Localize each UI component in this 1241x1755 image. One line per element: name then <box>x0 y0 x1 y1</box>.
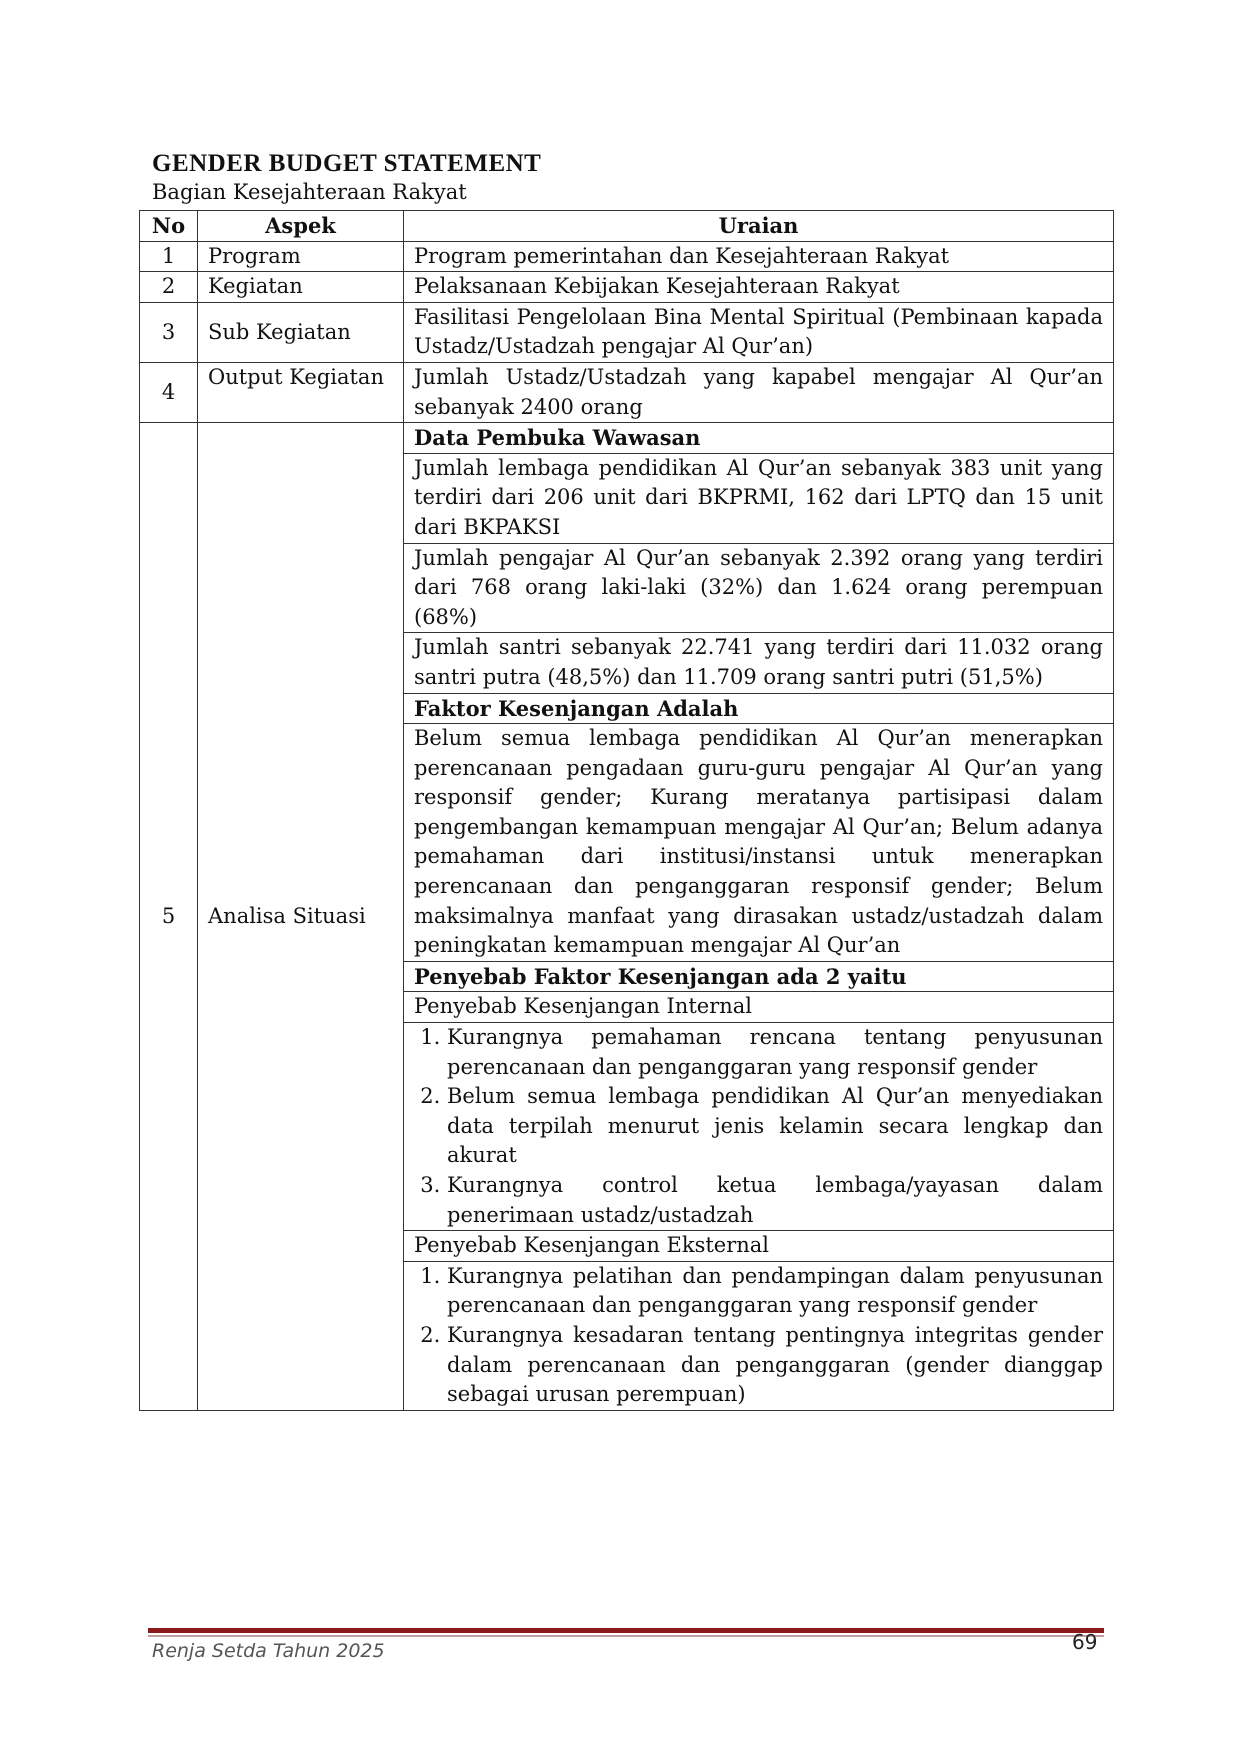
data-item: Jumlah pengajar Al Qur’an sebanyak 2.392 orang yang terdiri dari 768 orang laki-laki (32%) dan 1.624 orang perempuan (68%) <box>404 543 1114 633</box>
data-item: Jumlah lembaga pendidikan Al Qur’an sebanyak 383 unit yang terdiri dari 206 unit dari BKPRMI, 162 dari LPTQ dan 15 unit dari BKPAKSI <box>404 453 1114 543</box>
internal-list-cell <box>404 1023 1114 1231</box>
footer-document-name: Renja Setda Tahun 2025 <box>152 1640 385 1662</box>
table-header-row <box>140 211 1114 242</box>
row-uraian: Pelaksanaan Kebijakan Kesejahteraan Rakyat <box>404 272 1114 303</box>
row-uraian: Fasilitasi Pengelolaan Bina Mental Spiritual (Pembinaan kapada Ustadz/Ustadzah pengajar Al Qur’an) <box>404 302 1114 362</box>
document-title: GENDER BUDGET STATEMENT <box>152 150 542 177</box>
row-aspek: Sub Kegiatan <box>198 302 404 362</box>
row-uraian: Jumlah Ustadz/Ustadzah yang kapabel mengajar Al Qur’an sebanyak 2400 orang <box>404 362 1114 422</box>
row-aspek: Program <box>198 241 404 272</box>
row-aspek: Kegiatan <box>198 272 404 303</box>
list-item: 1. Kurangnya pemahaman rencana tentang penyusunan perencanaan dan penganggaran yang responsif gender <box>447 1023 1103 1082</box>
row-no: 2 <box>140 272 198 303</box>
page-number: 69 <box>1072 1630 1098 1654</box>
analisa-no: 5 <box>140 423 198 1411</box>
row-uraian: Program pemerintahan dan Kesejahteraan Rakyat <box>404 241 1114 272</box>
internal-heading: Penyebab Kesenjangan Internal <box>404 992 1114 1023</box>
table-row <box>140 362 1114 422</box>
footer-rule-thin <box>148 1635 1104 1637</box>
header-uraian: Uraian <box>404 211 1114 242</box>
footer-rule <box>148 1628 1104 1633</box>
table-row <box>140 241 1114 272</box>
header-aspek: Aspek <box>198 211 404 242</box>
analisa-aspek: Analisa Situasi <box>198 423 404 1411</box>
eksternal-list-cell <box>404 1261 1114 1410</box>
penyebab-heading: Penyebab Faktor Kesenjangan ada 2 yaitu <box>404 961 1114 992</box>
row-no: 3 <box>140 302 198 362</box>
table-row <box>140 302 1114 362</box>
table-row <box>140 272 1114 303</box>
document-subtitle: Bagian Kesejahteraan Rakyat <box>152 180 467 204</box>
list-item: 3. Kurangnya control ketua lembaga/yayasan dalam penerimaan ustadz/ustadzah <box>447 1171 1103 1230</box>
faktor-text: Belum semua lembaga pendidikan Al Qur’an menerapkan perencanaan pengadaan guru-guru pengajar Al Qur’an yang responsif gender; Kurang meratanya partisipasi dalam pengembangan kemampuan mengajar Al Qur’an; Belum adanya pemahaman dari institusi/instansi untuk menerapkan perencanaan dan penganggaran responsif gender; Belum maksimalnya manfaat yang dirasakan ustadz/ustadzah dalam peningkatan kemampuan mengajar Al Qur’an <box>404 724 1114 962</box>
list-item: 2. Kurangnya kesadaran tentang pentingnya integritas gender dalam perencanaan dan penganggaran (gender dianggap sebagai urusan perempuan) <box>447 1321 1103 1410</box>
gender-budget-table <box>139 210 1114 1411</box>
data-item: Jumlah santri sebanyak 22.741 yang terdiri dari 11.032 orang santri putra (48,5%) dan 11.709 orang santri putri (51,5%) <box>404 633 1114 693</box>
row-no: 4 <box>140 362 198 422</box>
row-aspek: Output Kegiatan <box>198 362 404 422</box>
row-no: 1 <box>140 241 198 272</box>
faktor-heading: Faktor Kesenjangan Adalah <box>404 693 1114 724</box>
analisa-row <box>140 423 1114 454</box>
internal-list <box>414 1023 1103 1230</box>
list-item: 1. Kurangnya pelatihan dan pendampingan dalam penyusunan perencanaan dan penganggaran yang responsif gender <box>447 1262 1103 1321</box>
eksternal-list <box>414 1262 1103 1410</box>
header-no: No <box>140 211 198 242</box>
data-pembuka-heading: Data Pembuka Wawasan <box>404 423 1114 454</box>
eksternal-heading: Penyebab Kesenjangan Eksternal <box>404 1231 1114 1262</box>
list-item: 2. Belum semua lembaga pendidikan Al Qur’an menyediakan data terpilah menurut jenis kelamin secara lengkap dan akurat <box>447 1082 1103 1171</box>
